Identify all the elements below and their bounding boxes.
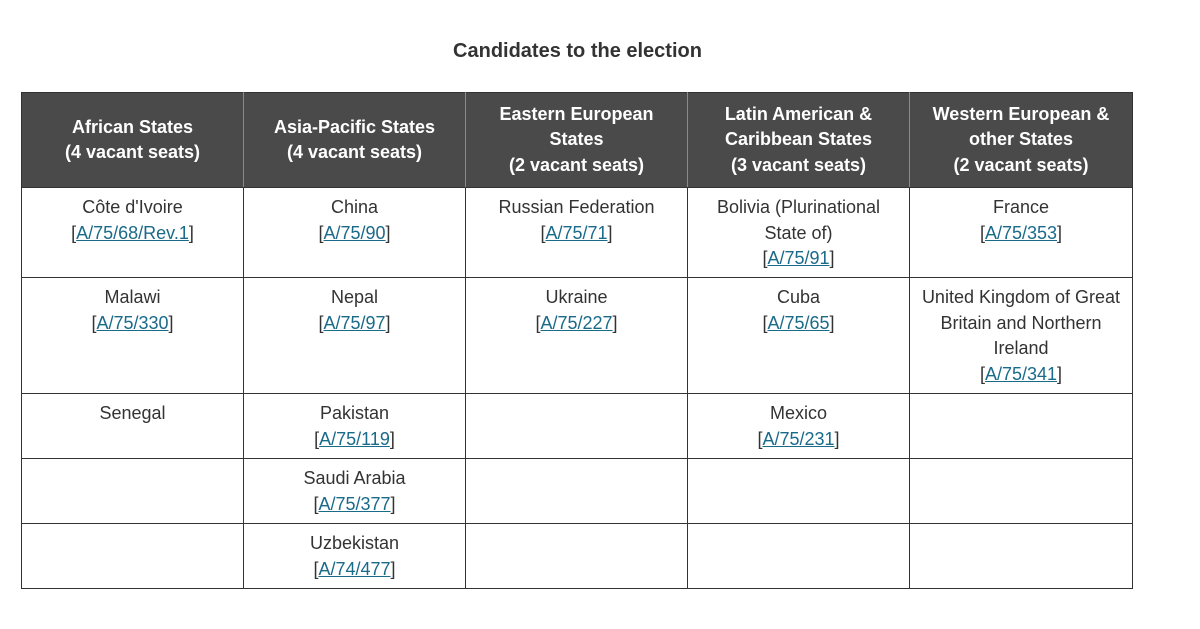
document-link[interactable]: A/75/227	[540, 312, 613, 333]
empty-cell	[910, 524, 1133, 589]
document-reference: [A/75/227]	[535, 312, 618, 333]
empty-cell	[22, 459, 244, 524]
header-asia-pacific-states: Asia-Pacific States (4 vacant seats)	[244, 93, 466, 188]
document-link[interactable]: A/75/341	[984, 363, 1058, 384]
empty-cell	[910, 459, 1133, 524]
header-row	[22, 93, 1133, 188]
document-reference: [A/75/68/Rev.1]	[71, 222, 194, 243]
table-cell	[244, 524, 466, 589]
table-cell	[466, 278, 688, 394]
candidates-table	[21, 92, 1133, 589]
empty-cell	[910, 394, 1133, 459]
candidate-name: Ukraine	[545, 287, 608, 307]
candidate-name: Uzbekistan	[309, 533, 400, 553]
document-reference: [A/75/231]	[757, 428, 840, 449]
document-reference: [A/75/71]	[540, 222, 613, 243]
table-row	[22, 524, 1133, 589]
table-cell	[244, 188, 466, 278]
candidate-name: France	[992, 197, 1050, 217]
table-cell	[244, 459, 466, 524]
document-reference: [A/75/377]	[313, 493, 396, 514]
document-reference: [A/75/90]	[318, 222, 391, 243]
table-cell	[688, 188, 910, 278]
header-western-european-other-states: Western European & other States (2 vacant seats)	[910, 93, 1133, 188]
empty-cell	[466, 459, 688, 524]
document-link[interactable]: A/75/90	[323, 222, 386, 243]
candidate-name: United Kingdom of Great Britain and Northern Ireland	[921, 287, 1121, 358]
document-link[interactable]: A/75/97	[323, 312, 386, 333]
candidate-name: Senegal	[99, 403, 166, 423]
document-reference: [A/74/477]	[313, 558, 396, 579]
document-reference: [A/75/65]	[762, 312, 835, 333]
table-cell	[22, 188, 244, 278]
empty-cell	[688, 459, 910, 524]
candidate-name: Côte d'Ivoire	[82, 197, 183, 217]
table-cell	[466, 188, 688, 278]
table-row	[22, 459, 1133, 524]
document-link[interactable]: A/75/119	[319, 428, 390, 449]
candidate-name: Nepal	[330, 287, 379, 307]
document-link[interactable]: A/75/330	[96, 312, 169, 333]
empty-cell	[22, 524, 244, 589]
candidate-name: Pakistan	[319, 403, 390, 423]
table-cell	[244, 394, 466, 459]
empty-cell	[466, 394, 688, 459]
document-reference: [A/75/353]	[979, 222, 1063, 243]
candidate-name: Saudi Arabia	[303, 468, 406, 488]
document-reference: [A/75/91]	[762, 248, 835, 268]
empty-cell	[466, 524, 688, 589]
candidate-name: Cuba	[776, 287, 821, 307]
document-link[interactable]: A/75/353	[984, 222, 1058, 243]
page-title: Candidates to the election	[453, 40, 702, 62]
document-link[interactable]: A/75/377	[318, 493, 391, 514]
document-link[interactable]: A/75/68/Rev.1	[76, 222, 189, 243]
document-link[interactable]: A/75/91	[767, 248, 830, 268]
document-reference: [A/75/119]	[314, 428, 395, 449]
table-cell	[910, 188, 1133, 278]
table-row	[22, 394, 1133, 459]
candidate-name: Mexico	[769, 403, 827, 423]
table-cell	[688, 278, 910, 394]
document-link[interactable]: A/75/71	[545, 222, 608, 243]
document-reference: [A/75/97]	[318, 312, 391, 333]
header-eastern-european-states: Eastern European States (2 vacant seats)	[466, 93, 688, 188]
document-reference: [A/75/330]	[91, 312, 174, 333]
candidate-name: China	[330, 197, 379, 217]
candidate-name: Russian Federation	[498, 197, 655, 217]
table-row	[22, 188, 1133, 278]
document-link[interactable]: A/75/65	[767, 312, 830, 333]
empty-cell	[688, 524, 910, 589]
document-reference: [A/75/341]	[979, 363, 1063, 384]
table-cell	[688, 394, 910, 459]
table-cell	[244, 278, 466, 394]
table-cell	[22, 394, 244, 459]
candidate-name: Malawi	[104, 287, 161, 307]
document-link[interactable]: A/74/477	[318, 558, 391, 579]
header-african-states: African States (4 vacant seats)	[22, 93, 244, 188]
candidate-name: Bolivia (Plurinational State of)	[716, 197, 881, 243]
document-link[interactable]: A/75/231	[762, 428, 835, 449]
table-row	[22, 278, 1133, 394]
table-cell	[22, 278, 244, 394]
table-cell	[910, 278, 1133, 394]
header-latin-american-caribbean-states: Latin American & Caribbean States (3 vacant seats)	[688, 93, 910, 188]
